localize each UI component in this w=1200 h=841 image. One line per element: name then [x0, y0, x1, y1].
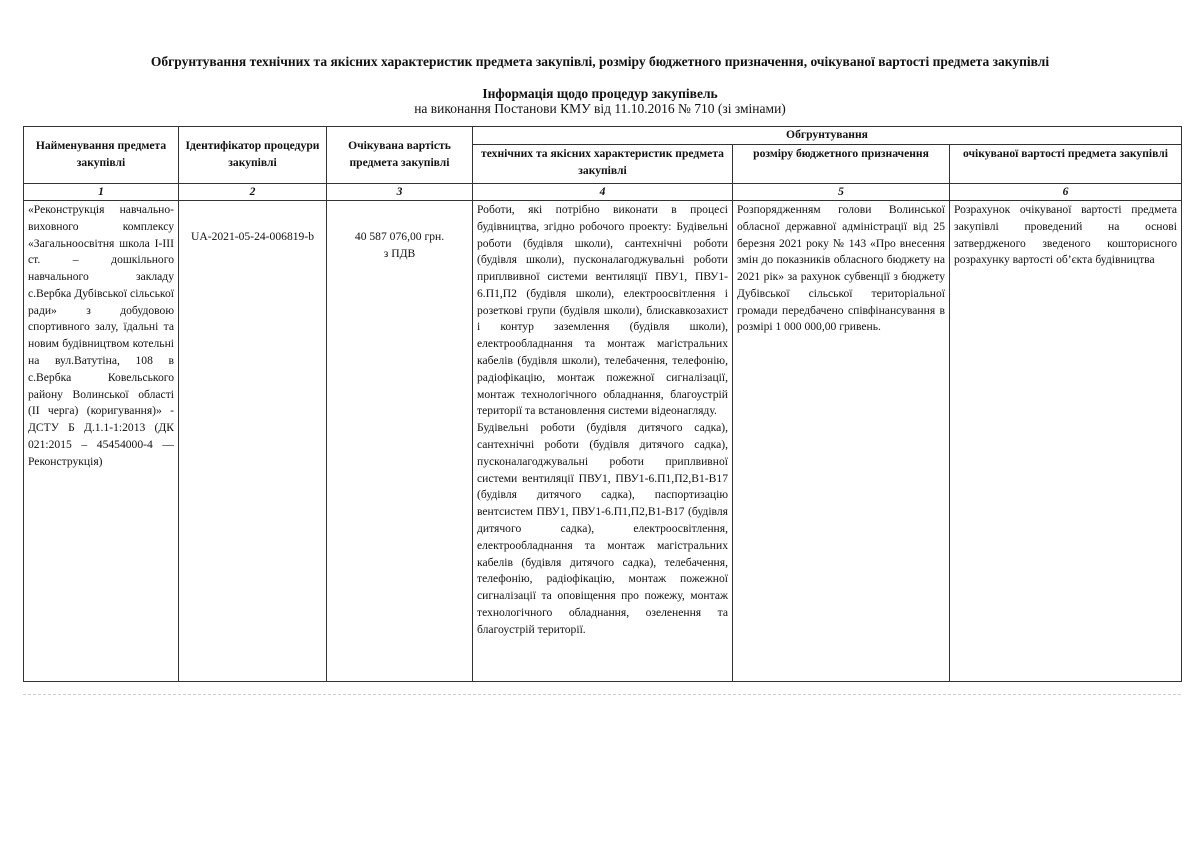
header-justification-group: Обгрунтування [473, 127, 1182, 145]
column-number: 1 [24, 184, 179, 201]
column-number-row [24, 184, 1182, 201]
cell-expected-cost [327, 200, 473, 681]
column-number: 3 [327, 184, 473, 201]
technical-paragraph-school: Роботи, які потрібно виконати в процесі будівництва, згідно робочого проекту: Будівельні роботи (будівля школи), сантехнічні роботи (будівля школи), пусконалагоджувальні роботи приплвивної системи вентиляції ПВУ1, ПВУ1-6.П1,П2 (будівля школи), електроосвітлення і розеткові групи (будівля школи), блискавкозахист і контур заземлення (будівля школи), електрообладнання та монтаж магістральних кабелів (будівля школи), телебачення, телефонію, радіофікацію, монтаж пожежної сигналізації, монтаж технологічного обладнання, благоустрій території та встановлення системи відеонагляду. [477, 202, 728, 418]
header-technical: технічних та якісних характеристик предмета закупівлі [473, 144, 733, 183]
header-row-1 [24, 127, 1182, 145]
table-row [24, 200, 1182, 681]
document-subtitle: Інформація щодо процедур закупівель [482, 86, 718, 101]
column-number: 4 [473, 184, 733, 201]
column-number: 5 [733, 184, 950, 201]
header-name: Найменування предмета закупівлі [24, 127, 179, 184]
cost-amount: 40 587 076,00 грн. [354, 229, 445, 243]
header-expected-cost: Очікувана вартість предмета закупівлі [327, 127, 473, 184]
document-title: Обгрунтування технічних та якісних характеристик предмета закупівлі, розміру бюджетного призначення, очікуваної вартості предмета закупівлі [150, 54, 1050, 69]
column-number: 6 [950, 184, 1182, 201]
cell-budget-justification: Розпорядженням голови Волинської обласної державної адміністрації від 25 березня 2021 року № 143 «Про внесення змін до показників обласного бюджету на 2021 рік» за рахунок субвенції з бюджету Дубівської сільської територіальної громади передбачено співфінансування в розмірі 1 000 000,00 гривень. [733, 200, 950, 681]
header-identifier: Ідентифікатор процедури закупівлі [179, 127, 327, 184]
header-budget: розміру бюджетного призначення [733, 144, 950, 183]
cell-procurement-name: «Реконструкція навчально-виховного комплексу «Загальноосвітня школа І-ІІІ ст. – дошкільного навчального закладу с.Вербка Дубівської сільської ради» з добудовою спортивного залу, їдальні та новим будівництвом котельні на вул.Ватутіна, 108 в с.Вербка Ковельського району Волинської області (ІІ черга) (коригування)» - ДСТУ Б Д.1.1-1:2013 (ДК 021:2015 – 45454000-4 — Реконструкція) [24, 200, 179, 681]
cell-procedure-identifier: UA-2021-05-24-006819-b [179, 200, 327, 681]
cost-vat-note: з ПДВ [383, 246, 416, 260]
document-subtitle-reference: на виконання Постанови КМУ від 11.10.2016 № 710 (зі змінами) [414, 101, 786, 116]
header-cost-justification: очікуваної вартості предмета закупівлі [950, 144, 1182, 183]
procurement-table [23, 126, 1182, 682]
page-divider [23, 694, 1181, 695]
cell-technical-justification [473, 200, 733, 681]
technical-paragraph-kindergarten: Будівельні роботи (будівля дитячого садка), сантехнічні роботи (будівля дитячого садка), пусконалагоджувальні роботи приплвивної системи вентиляції ПВУ1, ПВУ1-6.П1,П2,В1-В17 (будівля дитячого садка), паспортизацію вентсистем ПВУ1, ПВУ1-6.П1,П2,В1-В17 (будівля дитячого садка), електроосвітлення, електрообладнання та монтаж магістральних кабелів (будівля дитячого садка), телебачення, телефонію, радіофікацію, монтаж пожежної сигналізації та оповіщення про пожежу, монтаж технологічного обладнання, озеленення та благоустрій території. [477, 421, 728, 636]
column-number: 2 [179, 184, 327, 201]
cell-cost-justification: Розрахунок очікуваної вартості предмета закупівлі проведений на основі затвердженого зведеного кошторисного розрахунку вартості об’єкта будівництва [950, 200, 1182, 681]
